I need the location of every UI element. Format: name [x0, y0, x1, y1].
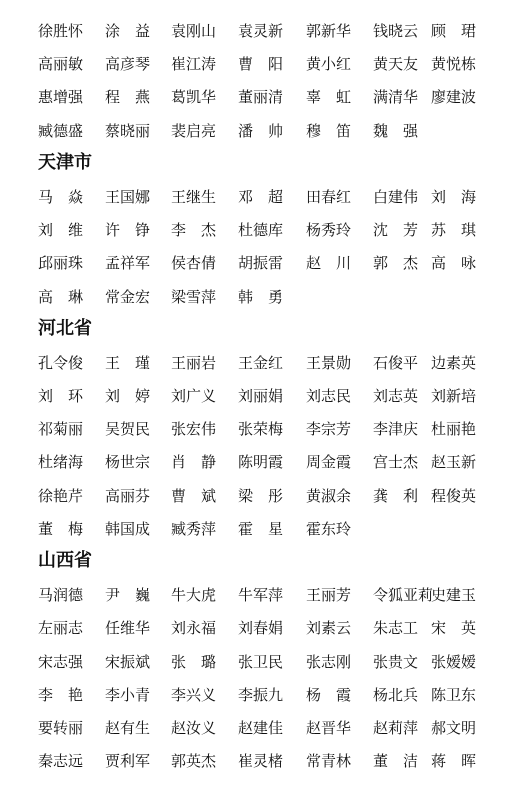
person-name: 刘素云 [306, 619, 352, 638]
person-name: 霍 星 [238, 519, 284, 538]
person-name: 张卫民 [238, 652, 284, 671]
person-name: 杨世宗 [105, 453, 151, 472]
person-name: 马润德 [38, 586, 84, 605]
person-name: 贾利军 [105, 752, 151, 771]
name-row [38, 48, 486, 81]
person-name: 袁刚山 [171, 22, 217, 40]
person-name: 刘 环 [38, 387, 84, 406]
person-name: 李振九 [238, 685, 284, 704]
person-name: 王丽芳 [306, 586, 352, 605]
person-name: 高丽敏 [38, 55, 84, 74]
person-name: 董 洁 [373, 752, 419, 771]
person-name: 曹 阳 [238, 55, 284, 74]
person-name: 田春红 [306, 187, 352, 206]
person-name: 葛凯华 [171, 88, 217, 107]
person-name: 王继生 [171, 187, 217, 206]
person-name: 张 璐 [171, 652, 217, 671]
person-name: 臧德盛 [38, 121, 84, 140]
person-name: 马 焱 [38, 187, 84, 206]
name-row [38, 247, 486, 280]
person-name: 常金宏 [105, 287, 151, 306]
name-row [38, 281, 486, 314]
person-name: 刘广义 [171, 387, 217, 406]
person-name: 高 琳 [38, 287, 84, 306]
person-name: 牛大虎 [171, 586, 217, 605]
person-name: 杜绪海 [38, 453, 84, 472]
name-row [38, 446, 486, 479]
person-name: 李兴义 [171, 685, 217, 704]
person-name: 廖建波 [431, 88, 477, 107]
person-name: 张志刚 [306, 652, 352, 671]
person-name: 韩国成 [105, 519, 151, 538]
person-name: 潘 帅 [238, 121, 284, 140]
person-name: 张嫒嫒 [431, 652, 477, 671]
person-name: 李津庆 [373, 420, 419, 439]
province-heading-text: 山西省 [38, 550, 92, 571]
person-name: 徐艳芹 [38, 486, 84, 505]
person-name: 刘 婷 [105, 387, 151, 406]
person-name: 郭英杰 [171, 752, 217, 771]
person-name: 杨北兵 [373, 685, 419, 704]
name-row [38, 181, 486, 214]
person-name: 龚 利 [373, 486, 419, 505]
person-name: 李小青 [105, 685, 151, 704]
person-name: 刘 维 [38, 221, 84, 240]
person-name: 刘新培 [431, 387, 477, 406]
person-name: 王 瑾 [105, 353, 151, 372]
person-name: 张宏伟 [171, 420, 217, 439]
name-row [38, 214, 486, 247]
name-row [38, 513, 486, 546]
person-name: 魏 强 [373, 121, 419, 140]
person-name: 孟祥军 [105, 254, 151, 273]
person-name: 赵莉萍 [373, 718, 419, 737]
person-name: 王金红 [238, 353, 284, 372]
person-name: 高丽芬 [105, 486, 151, 505]
person-name: 石俊平 [373, 353, 419, 372]
person-name: 董 梅 [38, 519, 84, 538]
person-name: 赵玉新 [431, 453, 477, 472]
person-name: 白建伟 [373, 187, 419, 206]
person-name: 赵汝义 [171, 718, 217, 737]
name-row [38, 413, 486, 446]
person-name: 郭新华 [306, 22, 352, 40]
province-heading [38, 546, 486, 579]
name-row [38, 347, 486, 380]
person-name: 杜德库 [238, 221, 284, 240]
person-name: 史建玉 [431, 586, 477, 605]
person-name: 杨 霞 [306, 685, 352, 704]
person-name: 满清华 [373, 88, 419, 107]
person-name: 黄小红 [306, 55, 352, 74]
person-name: 李 杰 [171, 221, 217, 240]
person-name: 沈 芳 [373, 221, 419, 240]
person-name: 刘永福 [171, 619, 217, 638]
province-heading [38, 148, 486, 181]
person-name: 祁菊丽 [38, 420, 84, 439]
person-name: 周金霞 [306, 453, 352, 472]
person-name: 臧秀萍 [171, 519, 217, 538]
person-name: 徐胜怀 [38, 22, 84, 40]
person-name: 顾 珺 [431, 22, 477, 40]
person-name: 赵建佳 [238, 718, 284, 737]
person-name: 高彦琴 [105, 55, 151, 74]
person-name: 许 铮 [105, 221, 151, 240]
person-name: 蔡晓丽 [105, 121, 151, 140]
person-name: 黄悦栋 [431, 55, 477, 74]
person-name: 孔令俊 [38, 353, 84, 372]
person-name: 宋志强 [38, 652, 84, 671]
person-name: 穆 笛 [306, 121, 352, 140]
person-name: 高 咏 [431, 254, 477, 273]
person-name: 陈明霞 [238, 453, 284, 472]
person-name: 王国娜 [105, 187, 151, 206]
person-name: 郝文明 [431, 718, 477, 737]
person-name: 蒋 晖 [431, 752, 477, 771]
person-name: 常青林 [306, 752, 352, 771]
person-name: 张贵文 [373, 652, 419, 671]
person-name: 杨秀玲 [306, 221, 352, 240]
person-name: 令狐亚莉 [373, 586, 434, 605]
person-name: 董丽清 [238, 88, 284, 107]
person-name: 尹 巍 [105, 586, 151, 605]
person-name: 霍东玲 [306, 519, 352, 538]
person-name: 刘 海 [431, 187, 477, 206]
name-row [38, 15, 486, 48]
person-name: 梁雪萍 [171, 287, 217, 306]
person-name: 朱志工 [373, 619, 419, 638]
person-name: 赵晋华 [306, 718, 352, 737]
person-name: 宫士杰 [373, 453, 419, 472]
name-list-page [38, 15, 486, 778]
province-heading-text: 天津市 [38, 151, 92, 173]
person-name: 张荣梅 [238, 420, 284, 439]
person-name: 涂 益 [105, 22, 151, 40]
person-name: 苏 琪 [431, 221, 477, 240]
province-heading-text: 河北省 [38, 317, 92, 339]
name-row [38, 115, 486, 148]
person-name: 李宗芳 [306, 420, 352, 439]
person-name: 黄淑余 [306, 486, 352, 505]
person-name: 赵 川 [306, 254, 352, 273]
person-name: 韩 勇 [238, 287, 284, 306]
person-name: 宋振斌 [105, 652, 151, 671]
person-name: 刘丽娟 [238, 387, 284, 406]
person-name: 刘志英 [373, 387, 419, 406]
person-name: 辜 虹 [306, 88, 352, 107]
name-row [38, 712, 486, 745]
name-row [38, 579, 486, 612]
name-row [38, 745, 486, 778]
person-name: 李 艳 [38, 685, 84, 704]
person-name: 任维华 [105, 619, 151, 638]
person-name: 赵有生 [105, 718, 151, 737]
person-name: 宋 英 [431, 619, 477, 638]
person-name: 要转丽 [38, 718, 84, 737]
person-name: 袁灵新 [238, 22, 284, 40]
person-name: 邱丽珠 [38, 254, 84, 273]
name-row [38, 380, 486, 413]
person-name: 黄天友 [373, 55, 419, 74]
name-row [38, 679, 486, 712]
person-name: 崔江涛 [171, 55, 217, 74]
name-row [38, 646, 486, 679]
name-row [38, 480, 486, 513]
person-name: 王丽岩 [171, 353, 217, 372]
person-name: 吴贺民 [105, 420, 151, 439]
person-name: 程 燕 [105, 88, 151, 107]
person-name: 王景勋 [306, 353, 352, 372]
person-name: 牛军萍 [238, 586, 284, 605]
person-name: 曹 斌 [171, 486, 217, 505]
person-name: 钱晓云 [373, 22, 419, 40]
person-name: 杜丽艳 [431, 420, 477, 439]
province-heading [38, 314, 486, 347]
person-name: 梁 彤 [238, 486, 284, 505]
person-name: 秦志远 [38, 752, 84, 771]
person-name: 郭 杰 [373, 254, 419, 273]
person-name: 胡振雷 [238, 254, 284, 273]
person-name: 邓 超 [238, 187, 284, 206]
person-name: 惠增强 [38, 88, 84, 107]
person-name: 左丽志 [38, 619, 84, 638]
name-row [38, 81, 486, 114]
person-name: 边素英 [431, 353, 477, 372]
person-name: 刘志民 [306, 387, 352, 406]
person-name: 裴启亮 [171, 121, 217, 140]
person-name: 肖 静 [171, 453, 217, 472]
name-row [38, 612, 486, 645]
person-name: 侯杏倩 [171, 254, 217, 273]
person-name: 刘春娟 [238, 619, 284, 638]
person-name: 陈卫东 [431, 685, 477, 704]
person-name: 崔灵楮 [238, 752, 284, 771]
person-name: 程俊英 [431, 486, 477, 505]
